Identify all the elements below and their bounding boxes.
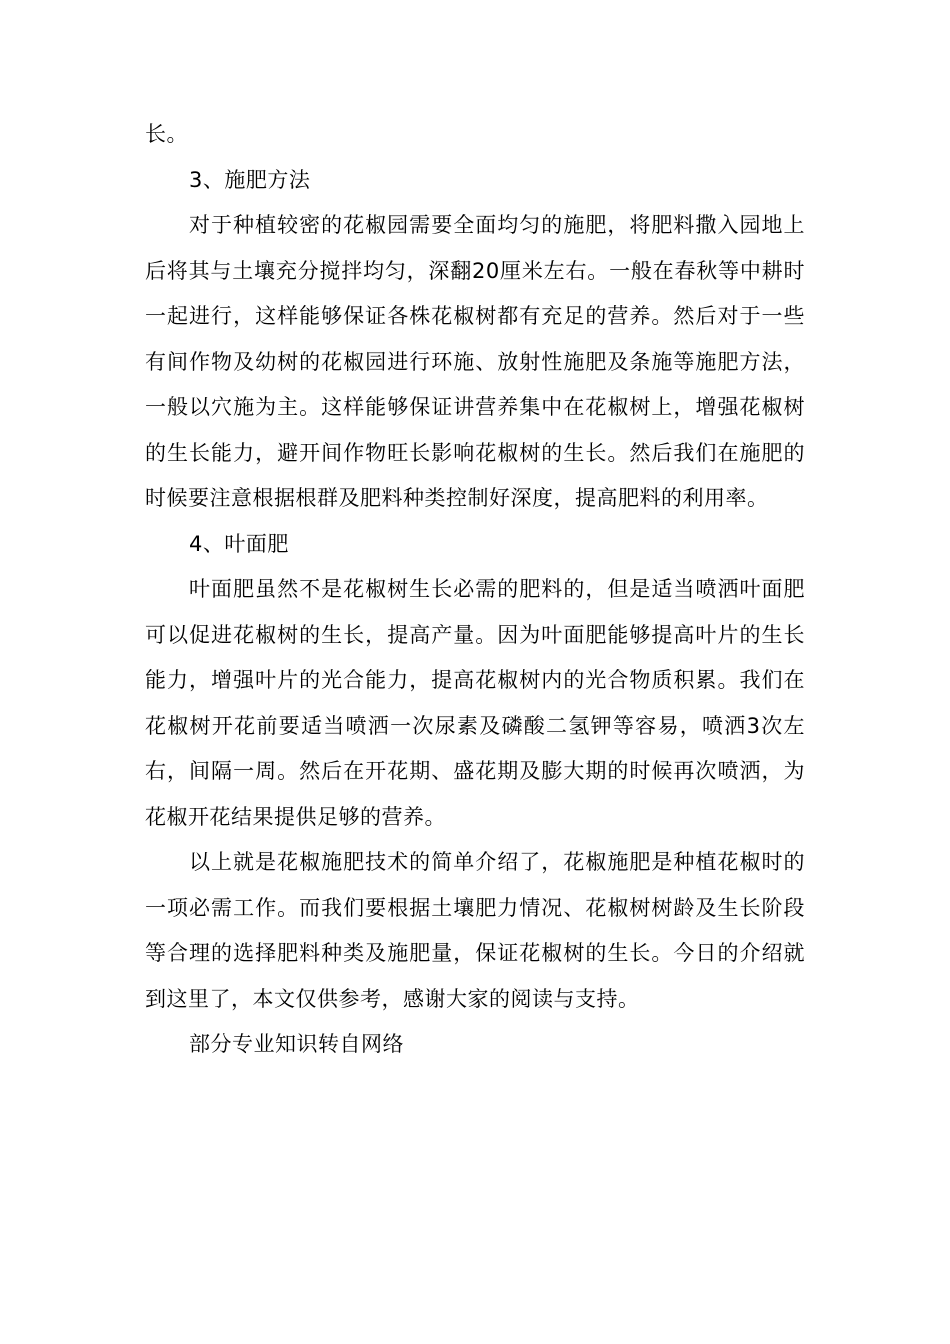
paragraph-conclusion: 以上就是花椒施肥技术的简单介绍了，花椒施肥是种植花椒时的一项必需工作。而我们要根据土壤肥力情况、花椒树树龄及生长阶段等合理的选择肥料种类及施肥量，保证花椒树的生长。今日的介绍就到这里了，本文仅供参考，感谢大家的阅读与支持。 [145, 850, 805, 1011]
source-note: 部分专业知识转自网络 [189, 1032, 404, 1056]
heading-fertilization-method: 3、施肥方法 [189, 167, 311, 192]
heading-foliar-fertilizer: 4、叶面肥 [189, 531, 289, 556]
paragraph-fertilization-method: 对于种植较密的花椒园需要全面均匀的施肥，将肥料撒入园地上后将其与土壤充分搅拌均匀，深翻20厘米左右。一般在春秋等中耕时一起进行，这样能够保证各株花椒树都有充足的营养。然后对于一些有间作物及幼树的花椒园进行环施、放射性施肥及条施等施肥方法，一般以穴施为主。这样能够保证讲营养集中在花椒树上，增强花椒树的生长能力，避开间作物旺长影响花椒树的生长。然后我们在施肥的时候要注意根据根群及肥料种类控制好深度，提高肥料的利用率。 [145, 213, 805, 510]
paragraph-continuation: 长。 [145, 122, 188, 146]
paragraph-foliar-fertilizer: 叶面肥虽然不是花椒树生长必需的肥料的，但是适当喷洒叶面肥可以促进花椒树的生长，提高产量。因为叶面肥能够提高叶片的生长能力，增强叶片的光合能力，提高花椒树内的光合物质积累。我们在花椒树开花前要适当喷洒一次尿素及磷酸二氢钾等容易，喷洒3次左右，间隔一周。然后在开花期、盛花期及膨大期的时候再次喷洒，为花椒开花结果提供足够的营养。 [145, 577, 805, 829]
document-page [145, 112, 805, 1068]
